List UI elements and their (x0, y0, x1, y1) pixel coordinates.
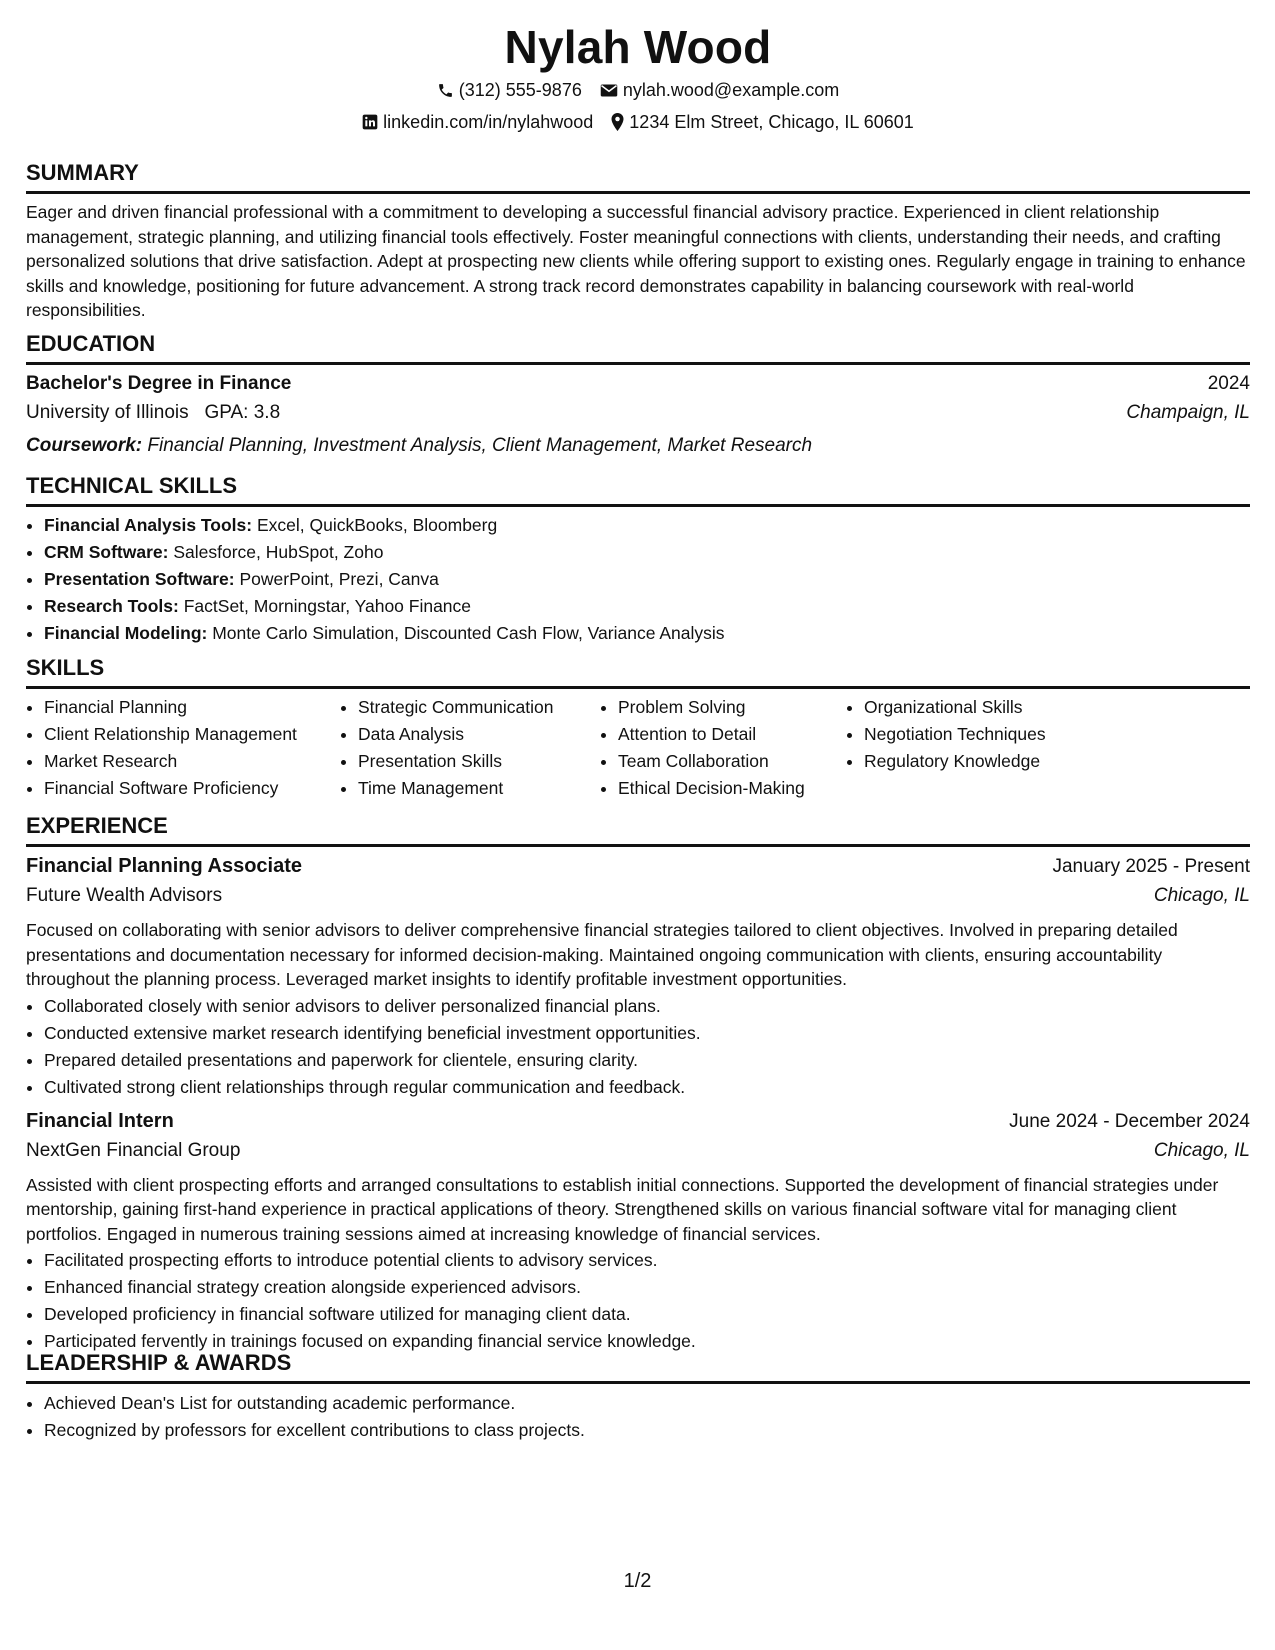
list-item: • Regulatory Knowledge (864, 748, 1124, 775)
degree-row (26, 373, 1250, 402)
coursework-list: Financial Planning, Investment Analysis, Client Management, Market Research (147, 435, 813, 456)
skill-category: Financial Analysis Tools: (44, 515, 253, 535)
job-title-row (26, 1110, 1250, 1140)
list-item: • Team Collaboration (618, 748, 846, 775)
contact-row-2 (26, 106, 1250, 138)
coursework-label: Coursework: (26, 435, 143, 456)
resume-page (26, 0, 1250, 1440)
skill-values: PowerPoint, Prezi, Canva (239, 569, 439, 589)
technical-skills-list (26, 512, 1250, 647)
candidate-name: Nylah Wood (504, 21, 772, 73)
job-entry (26, 855, 1250, 1101)
list-item: • Recognized by professors for excellent contributions to class projects. (44, 1417, 1250, 1444)
envelope-icon (600, 83, 618, 98)
job-location: Chicago, IL (1153, 885, 1250, 906)
coursework-line (26, 431, 1250, 461)
job-dates: June 2024 - December 2024 (1009, 1110, 1250, 1132)
technical-skills-heading: TECHNICAL SKILLS (26, 473, 1250, 507)
list-item: • Attention to Detail (618, 721, 846, 748)
skill-category: CRM Software: (44, 542, 169, 562)
skill-values: Excel, QuickBooks, Bloomberg (256, 515, 498, 535)
list-item: • Collaborated closely with senior advisors to deliver personalized financial plans. (44, 993, 1250, 1020)
list-item: • Negotiation Techniques (864, 721, 1124, 748)
job-description: Focused on collaborating with senior advisors to deliver comprehensive financial strategies tailored to client objectives. Involved in preparing detailed presentations and documentation necessary for informed decision-making. Maintained ongoing communication with clients, ensuring accountability throughout the planning process. Leveraged market insights to identify profitable investment opportunities. (26, 920, 1178, 989)
skill-category: Presentation Software: (44, 569, 235, 589)
job-company-row (26, 1140, 1250, 1170)
list-item (44, 539, 1250, 566)
graduation-year: 2024 (1207, 373, 1250, 394)
map-pin-icon (611, 113, 624, 131)
skills-column-4 (846, 694, 1124, 802)
list-item (44, 620, 1250, 647)
job-company: NextGen Financial Group (26, 1139, 241, 1161)
gpa: GPA: 3.8 (204, 402, 281, 423)
job-bullets (26, 993, 1250, 1101)
job-location: Chicago, IL (1153, 1139, 1250, 1161)
list-item: • Strategic Communication (358, 694, 600, 721)
list-item (44, 566, 1250, 593)
skill-category: Financial Modeling: (44, 623, 208, 643)
technical-skills-section (26, 473, 1250, 647)
list-item: • Facilitated prospecting efforts to introduce potential clients to advisory services. (44, 1247, 1250, 1274)
job-entry (26, 1110, 1250, 1356)
phone-text: (312) 555-9876 (458, 80, 582, 100)
skills-column-2 (340, 694, 600, 802)
list-item: • Developed proficiency in financial software utilized for managing client data. (44, 1301, 1250, 1328)
list-item: • Presentation Skills (358, 748, 600, 775)
skill-values: Monte Carlo Simulation, Discounted Cash Flow, Variance Analysis (212, 623, 725, 643)
job-description: Assisted with client prospecting efforts and arranged consultations to establish initial connections. Supported the development of financial strategies under mentorship, gaining first-hand experience in practical applications of theory. Strengthened skills on various financial software vital for managing client portfolios. Engaged in numerous training sessions aimed at increasing knowledge of financial services. (26, 1174, 1219, 1244)
contact-row-1 (26, 74, 1250, 106)
skills-section (26, 655, 1250, 802)
skills-column-3 (600, 694, 846, 802)
email-contact[interactable] (600, 74, 839, 106)
linkedin-contact[interactable] (362, 106, 593, 138)
degree-title: Bachelor's Degree in Finance (26, 373, 292, 394)
list-item: • Enhanced financial strategy creation alongside experienced advisors. (44, 1274, 1250, 1301)
phone-contact (437, 74, 582, 106)
list-item: • Organizational Skills (864, 694, 1124, 721)
list-item: • Market Research (44, 748, 340, 775)
job-bullets (26, 1247, 1250, 1355)
skill-values: Salesforce, HubSpot, Zoho (173, 542, 384, 562)
summary-section (26, 160, 1250, 323)
skills-column-1 (26, 694, 340, 802)
summary-text: Eager and driven financial professional with a commitment to developing a successful financial advisory practice. Experienced in client relationship management, strategic planning, and utilizing financial tools effectively. Foster meaningful connections with clients, understanding their needs, and crafting personalized solutions that drive satisfaction. Adept at prospecting new clients while offering support to existing ones. Regularly engage in training to enhance skills and knowledge, positioning for future advancement. A strong track record demonstrates capability in balancing coursework with real-world responsibilities. (26, 202, 1246, 320)
job-role: Financial Planning Associate (26, 855, 302, 877)
job-role: Financial Intern (26, 1109, 174, 1132)
linkedin-text[interactable]: linkedin.com/in/nylahwood (383, 112, 594, 132)
job-company-row (26, 885, 1250, 915)
education-section (26, 331, 1250, 461)
list-item: • Data Analysis (358, 721, 600, 748)
skill-category: Research Tools: (44, 596, 179, 616)
linkedin-icon (362, 114, 378, 130)
job-company: Future Wealth Advisors (26, 885, 223, 906)
job-dates: January 2025 - Present (1052, 856, 1250, 877)
address-contact (611, 106, 914, 138)
address-text: 1234 Elm Street, Chicago, IL 60601 (629, 112, 914, 132)
leadership-section (26, 1350, 1250, 1444)
education-heading: EDUCATION (26, 331, 1250, 365)
list-item: • Financial Planning (44, 694, 340, 721)
list-item: • Financial Software Proficiency (44, 775, 340, 802)
list-item: • Client Relationship Management (44, 721, 340, 748)
experience-heading: EXPERIENCE (26, 813, 1250, 847)
summary-heading: SUMMARY (26, 160, 1250, 194)
skills-heading: SKILLS (26, 655, 1250, 689)
list-item: • Ethical Decision-Making (618, 775, 846, 802)
list-item: • Prepared detailed presentations and paperwork for clientele, ensuring clarity. (44, 1047, 1250, 1074)
school-name: University of Illinois (26, 402, 189, 423)
school-info (26, 402, 280, 424)
leadership-list (26, 1390, 1250, 1444)
leadership-heading: LEADERSHIP & AWARDS (26, 1350, 1250, 1384)
phone-icon (437, 82, 454, 99)
skills-grid (26, 694, 1250, 802)
list-item: • Problem Solving (618, 694, 846, 721)
school-row (26, 402, 1250, 431)
skill-values: FactSet, Morningstar, Yahoo Finance (183, 596, 472, 616)
list-item: • Achieved Dean's List for outstanding academic performance. (44, 1390, 1250, 1417)
page-number: 1/2 (623, 1570, 652, 1592)
list-item (44, 593, 1250, 620)
experience-section (26, 813, 1250, 1355)
list-item: • Participated fervently in trainings focused on expanding financial service knowledge. (44, 1328, 1250, 1355)
school-location: Champaign, IL (1126, 402, 1250, 423)
job-title-row (26, 855, 1250, 885)
email-text[interactable]: nylah.wood@example.com (622, 80, 840, 100)
list-item: • Cultivated strong client relationships through regular communication and feedback. (44, 1074, 1250, 1101)
list-item: • Time Management (358, 775, 600, 802)
list-item: • Conducted extensive market research identifying beneficial investment opportunities. (44, 1020, 1250, 1047)
list-item (44, 512, 1250, 539)
